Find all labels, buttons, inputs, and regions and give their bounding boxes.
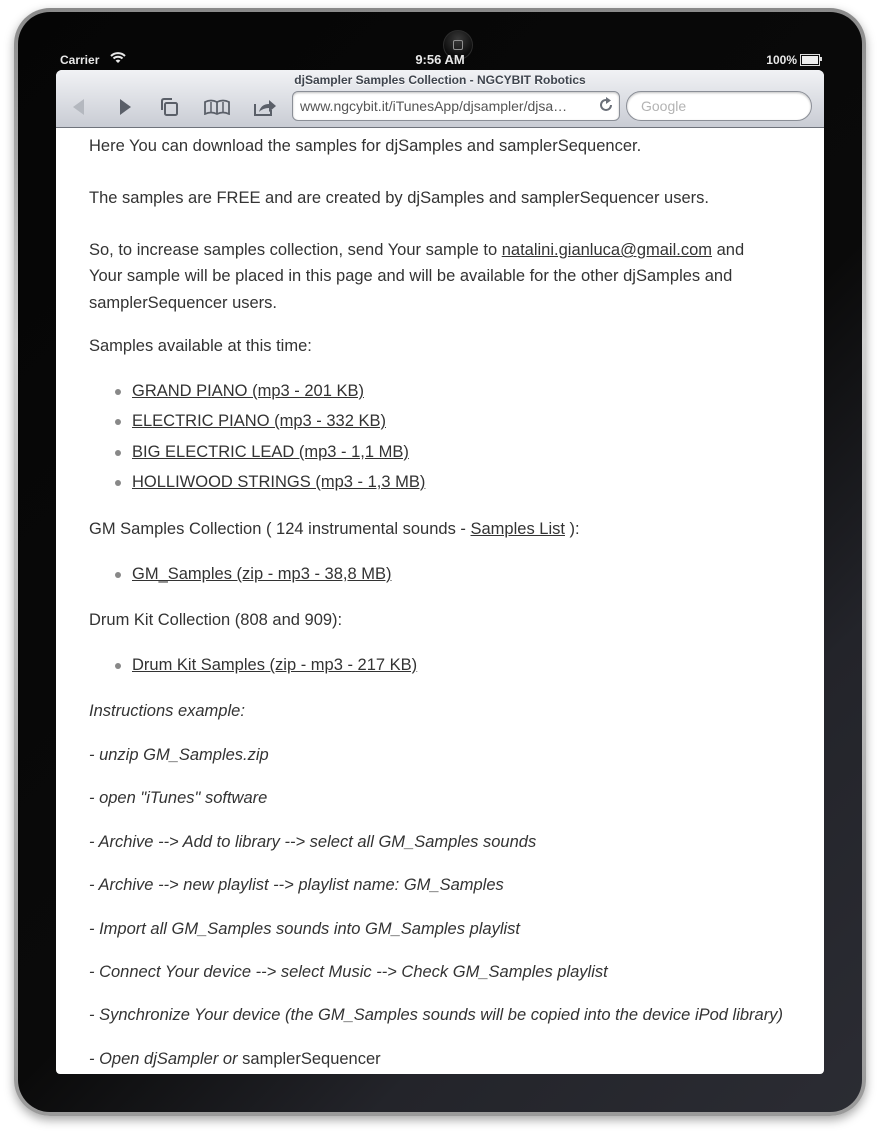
- gm-heading-suffix: ):: [564, 520, 580, 538]
- clock: 9:56 AM: [415, 52, 465, 67]
- bullet-icon: [115, 389, 121, 395]
- contribute-line-3: samplerSequencer users.: [89, 294, 278, 312]
- reload-icon[interactable]: [598, 97, 614, 113]
- instruction-step: - Synchronize Your device (the GM_Samples sounds will be copied into the device iPod library): [89, 1006, 783, 1024]
- drum-heading: Drum Kit Collection (808 and 909):: [89, 611, 343, 629]
- safari-toolbar: [56, 70, 824, 128]
- instruction-step: - Connect Your device --> select Music --> Check GM_Samples playlist: [89, 963, 608, 981]
- search-input[interactable]: [639, 97, 803, 115]
- instruction-step: - Archive --> new playlist --> playlist name: GM_Samples: [89, 876, 504, 894]
- contribute-line-1: [89, 237, 744, 263]
- share-icon[interactable]: [252, 96, 278, 118]
- contribute-prefix: So, to increase samples collection, send Your sample to: [89, 241, 502, 259]
- bookmarks-icon[interactable]: [204, 96, 230, 118]
- sample-link[interactable]: GRAND PIANO (mp3 - 201 KB): [132, 382, 364, 400]
- screen: [56, 70, 824, 1074]
- instruction-step: - Import all GM_Samples sounds into GM_Samples playlist: [89, 920, 520, 938]
- bullet-icon: [115, 572, 121, 578]
- url-text[interactable]: www.ngcybit.it/iTunesApp/djsampler/djsa…: [300, 98, 568, 114]
- gm-samples-link[interactable]: GM_Samples (zip - mp3 - 38,8 MB): [132, 565, 392, 583]
- gm-heading: [89, 516, 580, 542]
- page-title: djSampler Samples Collection - NGCYBIT Robotics: [294, 73, 586, 87]
- search-field[interactable]: [626, 91, 812, 121]
- bullet-icon: [115, 480, 121, 486]
- tabs-icon[interactable]: [156, 96, 182, 118]
- sample-link[interactable]: HOLLIWOOD STRINGS (mp3 - 1,3 MB): [132, 473, 426, 491]
- email-link[interactable]: natalini.gianluca@gmail.com: [501, 241, 713, 259]
- sample-link[interactable]: BIG ELECTRIC LEAD (mp3 - 1,1 MB): [132, 443, 409, 461]
- bullet-icon: [115, 663, 121, 669]
- last-step-italic: - Open djSampler or: [89, 1050, 238, 1068]
- last-step-plain: samplerSequencer: [237, 1050, 381, 1068]
- battery-icon: [800, 54, 820, 66]
- samples-list-link[interactable]: Samples List: [470, 520, 565, 538]
- intro-text: Here You can download the samples for djSamples and samplerSequencer.: [89, 137, 642, 155]
- address-bar[interactable]: [292, 91, 620, 121]
- available-heading: Samples available at this time:: [89, 337, 312, 355]
- battery-indicator: [766, 53, 820, 67]
- contribute-suffix: and: [712, 241, 745, 259]
- drum-kit-link[interactable]: Drum Kit Samples (zip - mp3 - 217 KB): [132, 656, 418, 674]
- status-bar: [56, 50, 824, 70]
- instruction-step: - unzip GM_Samples.zip: [89, 746, 269, 764]
- forward-icon[interactable]: [112, 96, 138, 118]
- instruction-step-last: [89, 1046, 381, 1072]
- free-note-text: The samples are FREE and are created by djSamples and samplerSequencer users.: [89, 189, 709, 207]
- instruction-step: - Archive --> Add to library --> select all GM_Samples sounds: [89, 833, 537, 851]
- instruction-step: - open "iTunes" software: [89, 789, 268, 807]
- back-icon[interactable]: [66, 96, 92, 118]
- bullet-icon: [115, 419, 121, 425]
- battery-percent: 100%: [766, 53, 797, 67]
- sample-link[interactable]: ELECTRIC PIANO (mp3 - 332 KB): [132, 412, 386, 430]
- instructions-heading: Instructions example:: [89, 702, 245, 720]
- carrier-label: Carrier: [60, 53, 100, 67]
- bullet-icon: [115, 450, 121, 456]
- contribute-line-2: Your sample will be placed in this page and will be available for the other djSamples and: [89, 267, 733, 285]
- gm-heading-prefix: GM Samples Collection ( 124 instrumental sounds -: [89, 520, 471, 538]
